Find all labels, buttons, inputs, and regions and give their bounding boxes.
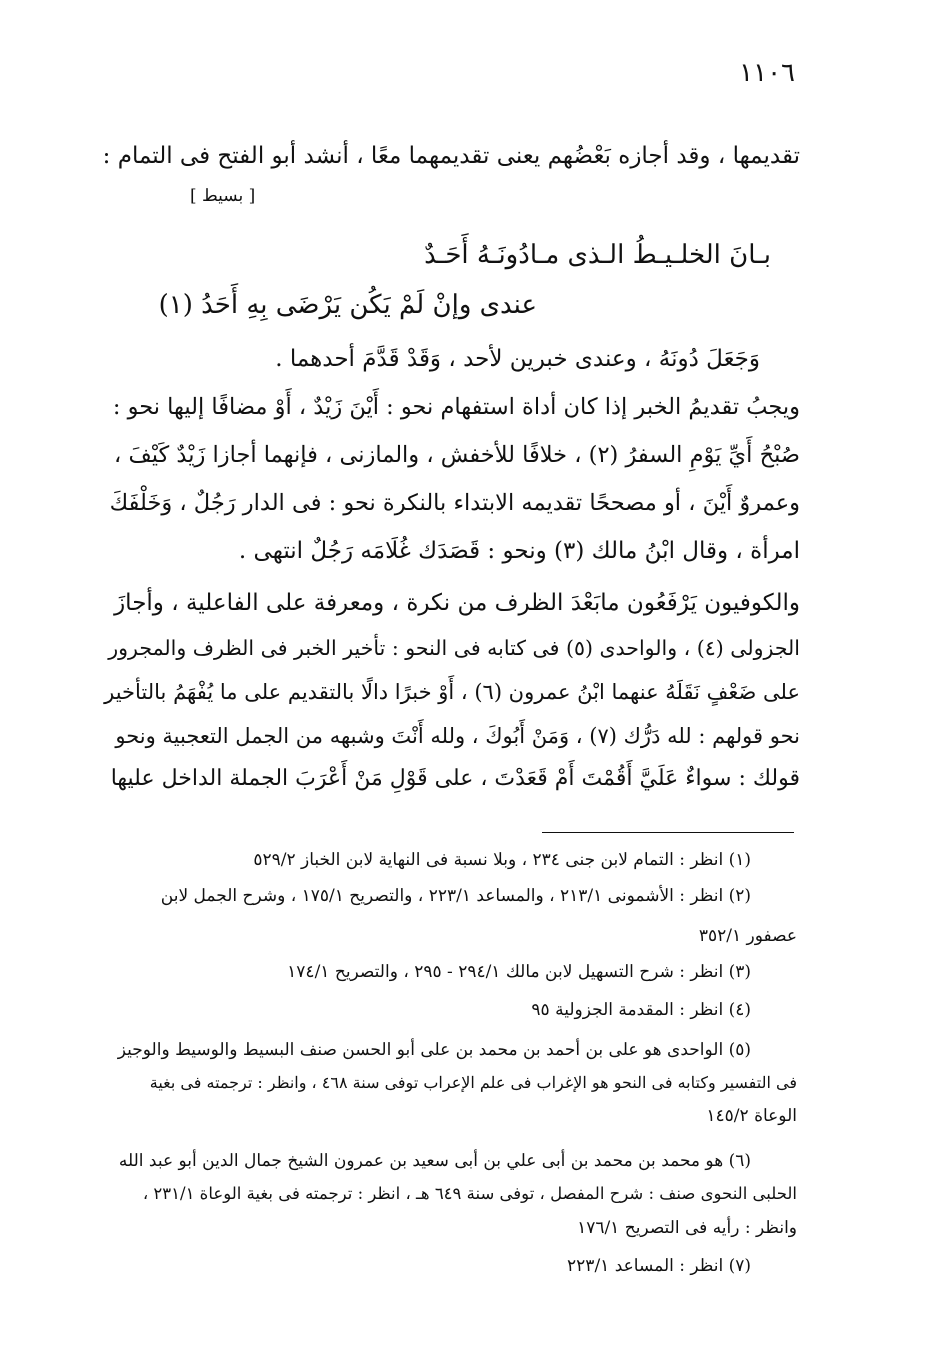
footnote-5: (٥) الواحدى هو على بن أحمد بن محمد بن على أبو الحسن صنف البسيط والوسيط والوجيز [117,1040,751,1060]
text-line: وَجَعَلَ دُونَهُ ، وعندى خبرين لأحد ، وَقَدْ قَدَّمَ أحدهما . [275,346,760,372]
footnote-2-cont: عصفور ٣٥٢/١ [698,926,797,946]
footnote-3: (٣) انظر : شرح التسهيل لابن مالك ٢٩٤/١ - ٢٩٥ ، والتصريح ١٧٤/١ [287,962,751,982]
verse-second-hemistich: عندى وإنْ لَمْ يَكُن يَرْضَى بِهِ أَحَدُ (١) [158,290,537,320]
footnote-2: (٢) انظر : الأشمونى ٢١٣/١ ، والمساعد ٢٢٣/١ ، والتصريح ١٧٥/١ ، وشرح الجمل لابن [160,886,751,906]
text-line: وعمروٌ أَيْنَ ، أو مصححًا تقديمه الابتداء بالنكرة نحو : فى الدار رَجُلٌ ، وَخَلْفَكَ [109,490,800,516]
text-line: صُبْحُ أَيِّ يَوْمِ السفرُ (٢) ، خلافًا للأخفش ، والمازنى ، فإنهما أجازا زَيْدٌ كَيْفَ ، [114,442,800,468]
text-line: تقديمها ، وقد أجازه بَعْضُهم يعنى تقديمهما معًا ، أنشد أبو الفتح فى التمام : [102,143,800,169]
footnote-1: (١) انظر : التمام لابن جنى ٢٣٤ ، وبلا نسبة فى النهاية لابن الخباز ٥٢٩/٢ [253,850,751,870]
footnote-6-cont: وانظر : رأيه فى التصريح ١٧٦/١ [577,1218,797,1238]
footnote-5-cont: الوعاة ١٤٥/٢ [706,1106,797,1126]
text-line: على ضَعْفٍ نَقَلَهُ عنهما ابْنُ عمرون (٦) ، أَوْ خبرًا دالًا بالتقديم على ما يُفْهَمُ بالتأخير [104,680,800,704]
footnote-6-cont: الحلبى النحوى صنف : شرح المفصل ، توفى سنة ٦٤٩ هـ ، انظر : ترجمته فى بغية الوعاة ٢٣١/١ ، [142,1184,797,1203]
intro-line [100,143,800,177]
text-line: الجزولى (٤) ، والواحدى (٥) فى كتابه فى النحو : تأخير الخبر فى الظرف والمجرور [108,636,800,660]
verse-first-hemistich: بـانَ الخلـيـطُ الـذى مـادُونَـهُ أَحَـدٌ [424,240,771,270]
text-line: ويجبُ تقديمُ الخبر إذا كان أداة استفهام نحو : أَيْنَ زَيْدٌ ، أَوْ مضافًا إليها نحو : [112,394,800,420]
meter-label: [ بسيط ] [190,186,256,206]
text-line: والكوفيون يَرْفَعُون مابَعْدَ الظرف من نكرة ، ومعرفة على الفاعلية ، وأجازَ [114,590,800,616]
text-line: نحو قولهم : لله دَرُّك (٧) ، وَمَنْ أَبُوكَ ، ولله أَنْتَ وشبهه من الجمل التعجبية ونحو [115,724,800,748]
footnote-4: (٤) انظر : المقدمة الجزولية ٩٥ [531,1000,751,1020]
footnote-7: (٧) انظر : المساعد ٢٢٣/١ [567,1256,751,1276]
text-line: امرأة ، وقال ابْنُ مالك (٣) ونحو : قَصَدَك غُلَامَه رَجُلٌ انتهى . [238,538,800,564]
main-text [100,346,800,791]
page-number: ١١٠٦ [739,58,795,88]
text-line: قولك : سواءٌ عَلَيَّ أَقُمْتَ أَمْ قَعَدْتَ ، على قَوْلِ مَنْ أَعْرَبَ الجملة الداخل عليها [110,766,800,791]
footnote-6: (٦) هو محمد بن محمد بن أبى علي بن أبى سعيد بن عمرون الشيخ جمال الدين أبو عبد الله [118,1151,751,1171]
footnote-5-cont: فى التفسير وكتابه فى النحو هو الإغراب فى علم الإعراب توفى سنة ٤٦٨ ، وانظر : ترجمته فى بغية [149,1073,797,1092]
footnote-separator [542,832,794,833]
